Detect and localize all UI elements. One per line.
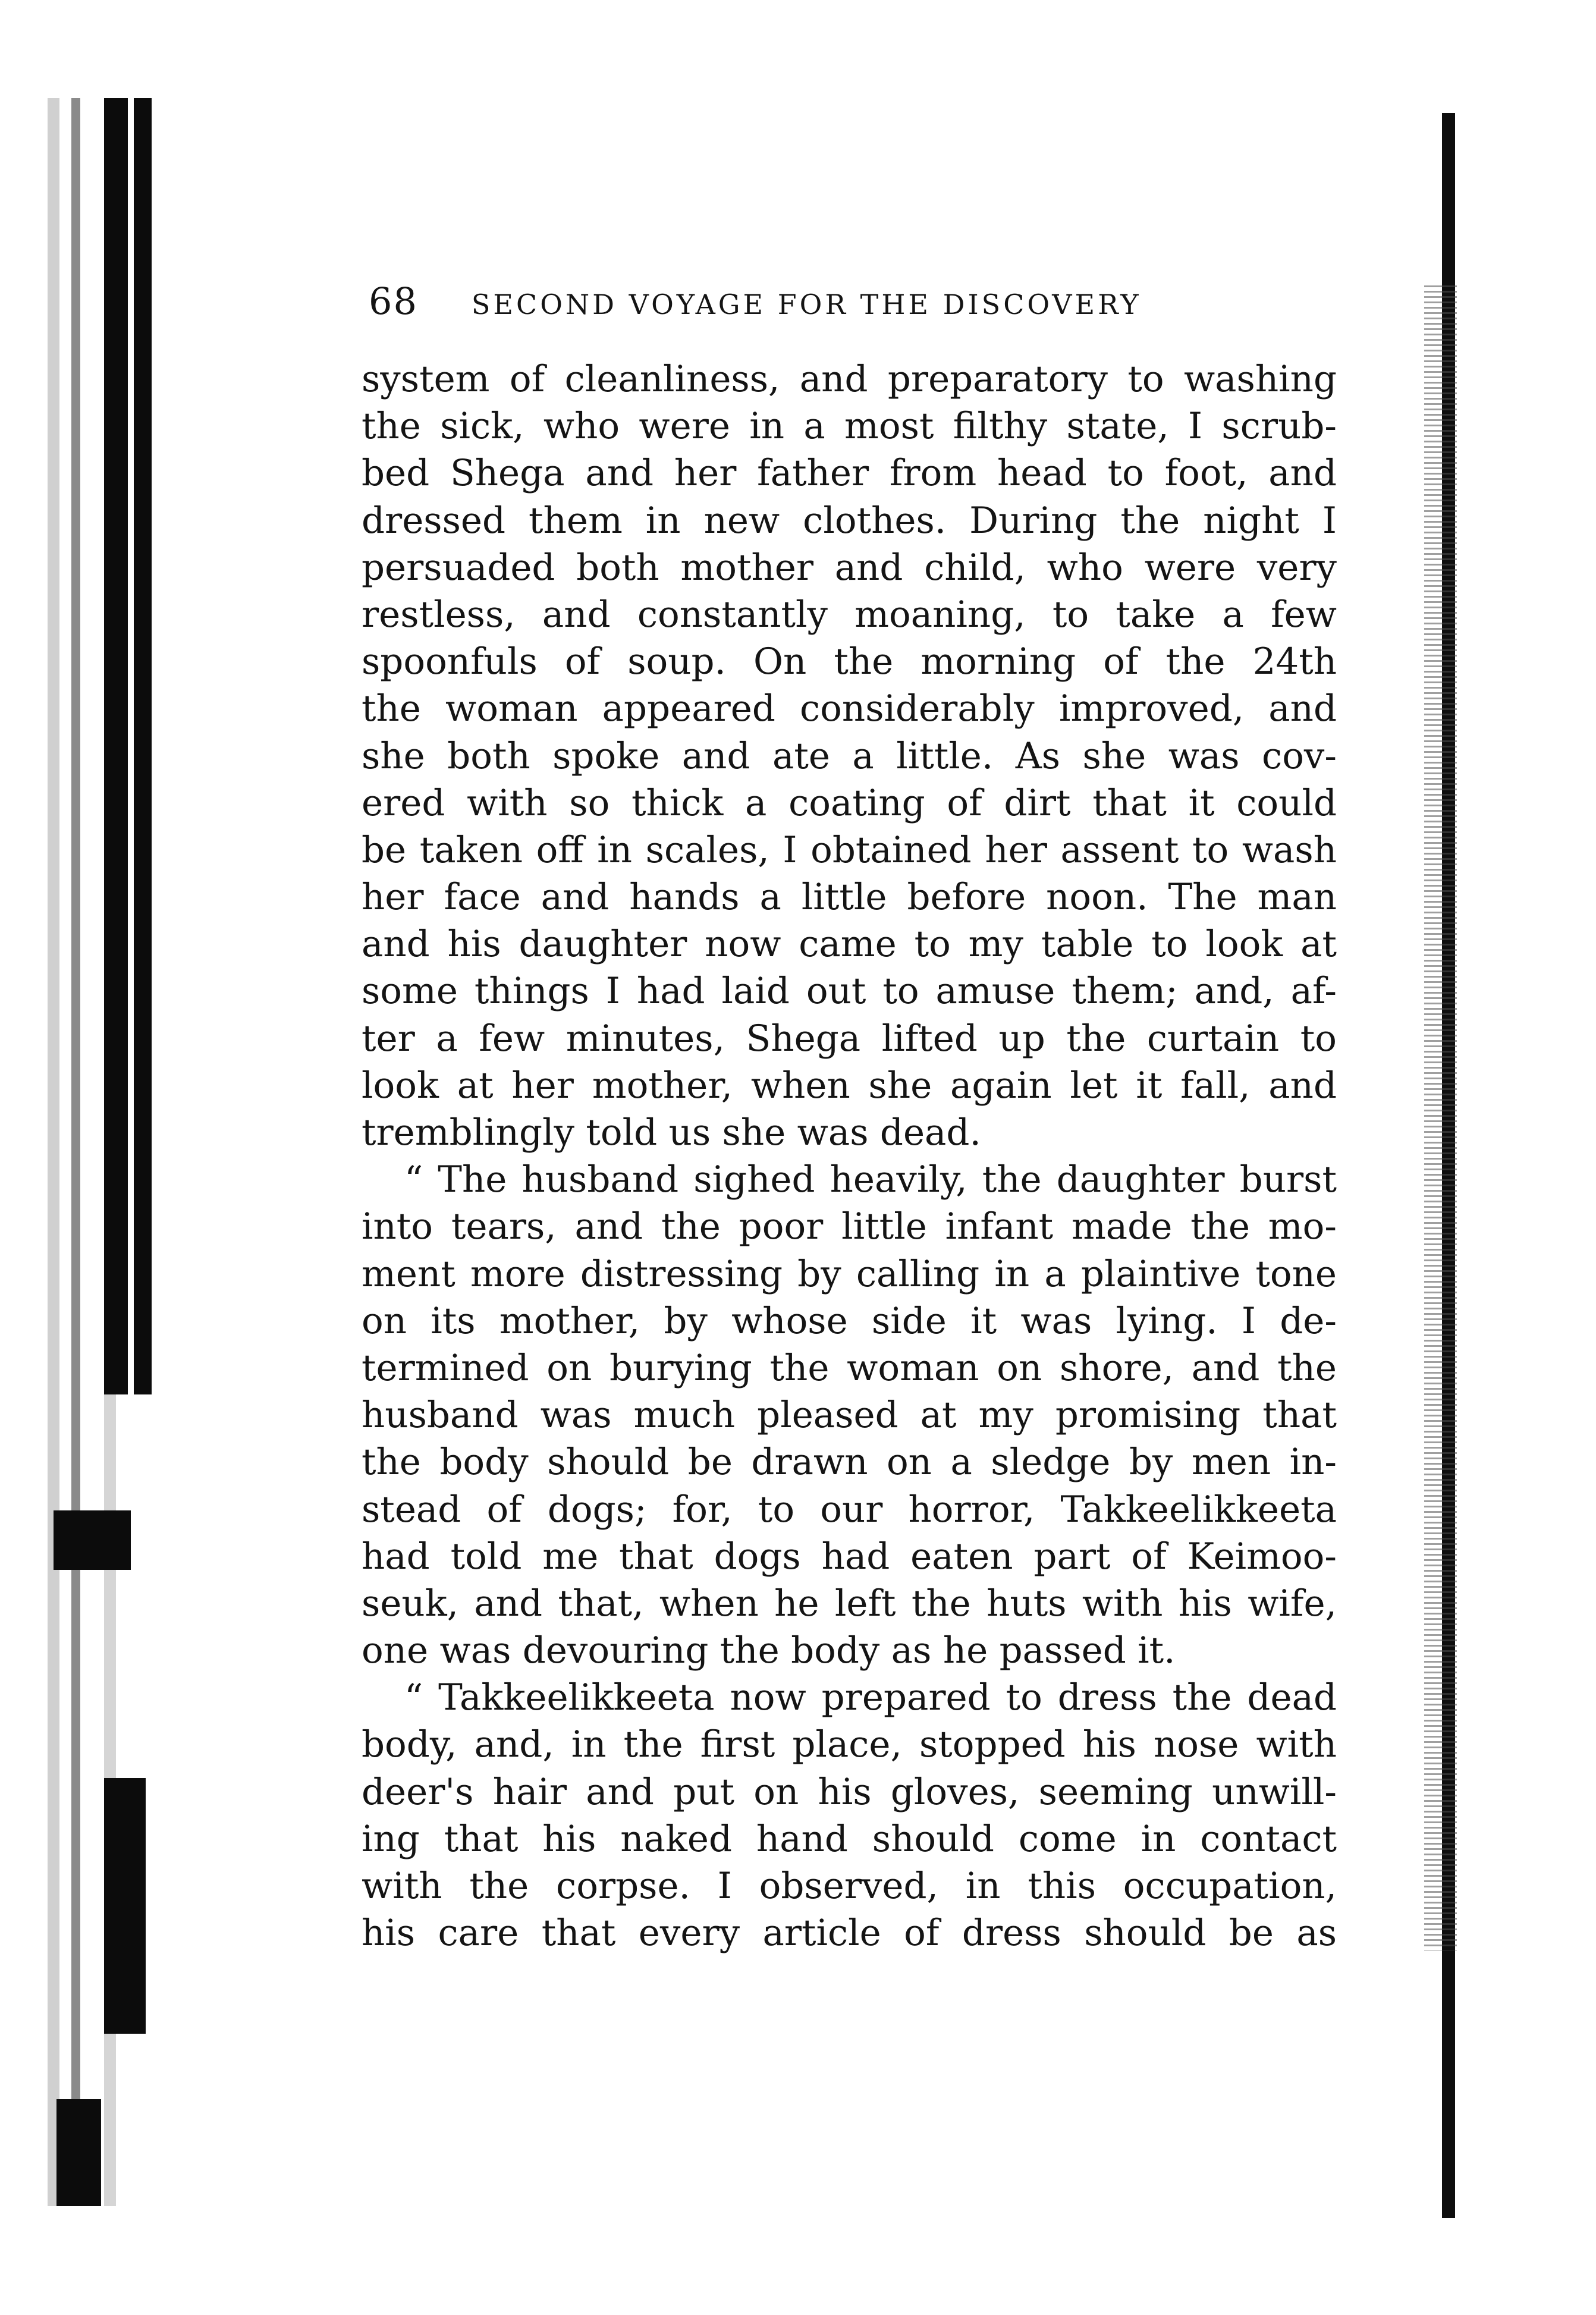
text-line: the sick, who were in a most filthy state, I scrub-	[362, 405, 1337, 448]
scan-bar	[104, 1778, 146, 2034]
text-line: system of cleanliness, and preparatory to washing	[362, 358, 1337, 400]
text-line: termined on burying the woman on shore, and the	[362, 1346, 1337, 1389]
text-line: the body should be drawn on a sledge by men in-	[362, 1441, 1337, 1484]
text-line: some things I had laid out to amuse them; and, af-	[362, 970, 1337, 1013]
text-line: her face and hands a little before noon. The man	[362, 876, 1337, 919]
scan-bar	[56, 2099, 101, 2206]
text-line: ment more distressing by calling in a plaintive tone	[362, 1252, 1337, 1295]
text-line: tremblingly told us she was dead.	[362, 1111, 981, 1154]
text-line: into tears, and the poor little infant made the mo-	[362, 1205, 1337, 1248]
text-line: stead of dogs; for, to our horror, Takkeelikkeeta	[362, 1488, 1337, 1531]
text-line: with the corpse. I observed, in this occupation,	[362, 1865, 1337, 1907]
text-line: body, and, in the first place, stopped his nose with	[362, 1723, 1337, 1766]
text-line: bed Shega and her father from head to foot, and	[362, 452, 1337, 495]
text-line: one was devouring the body as he passed it.	[362, 1629, 1176, 1672]
text-line: ered with so thick a coating of dirt that it could	[362, 781, 1337, 824]
text-line: spoonfuls of soup. On the morning of the 24th	[362, 640, 1337, 683]
text-line: “ The husband sighed heavily, the daughter burst	[404, 1158, 1337, 1201]
text-line: dressed them in new clothes. During the night I	[362, 499, 1337, 542]
text-line: ing that his naked hand should come in contact	[362, 1817, 1337, 1860]
page-header	[369, 279, 1332, 321]
page-number: 68	[369, 279, 418, 323]
body-text	[362, 356, 1337, 1956]
text-line: she both spoke and ate a little. As she was cov-	[362, 734, 1337, 777]
text-line: his care that every article of dress should be as	[362, 1912, 1337, 1955]
text-line: the woman appeared considerably improved, and	[362, 687, 1337, 730]
text-line: and his daughter now came to my table to look at	[362, 923, 1337, 966]
text-line: persuaded both mother and child, who were very	[362, 546, 1337, 589]
scan-bar	[134, 98, 152, 1394]
scan-bar	[104, 98, 128, 1394]
scan-bar	[54, 1510, 131, 1570]
text-line: ter a few minutes, Shega lifted up the curtain to	[362, 1017, 1337, 1060]
text-line: on its mother, by whose side it was lying. I de-	[362, 1299, 1337, 1342]
text-line: seuk, and that, when he left the huts with his wife,	[362, 1582, 1337, 1625]
scan-speckle-right	[1424, 285, 1457, 1950]
text-line: had told me that dogs had eaten part of Keimoo-	[362, 1535, 1337, 1578]
text-line: “ Takkeelikkeeta now prepared to dress the dead	[404, 1676, 1337, 1719]
text-line: look at her mother, when she again let it fall, and	[362, 1064, 1337, 1107]
text-line: restless, and constantly moaning, to take a few	[362, 593, 1337, 636]
text-line: be taken off in scales, I obtained her assent to wash	[362, 828, 1337, 871]
text-line: deer's hair and put on his gloves, seeming unwill-	[362, 1770, 1337, 1813]
running-head: SECOND VOYAGE FOR THE DISCOVERY	[471, 288, 1142, 321]
text-line: husband was much pleased at my promising that	[362, 1394, 1337, 1437]
